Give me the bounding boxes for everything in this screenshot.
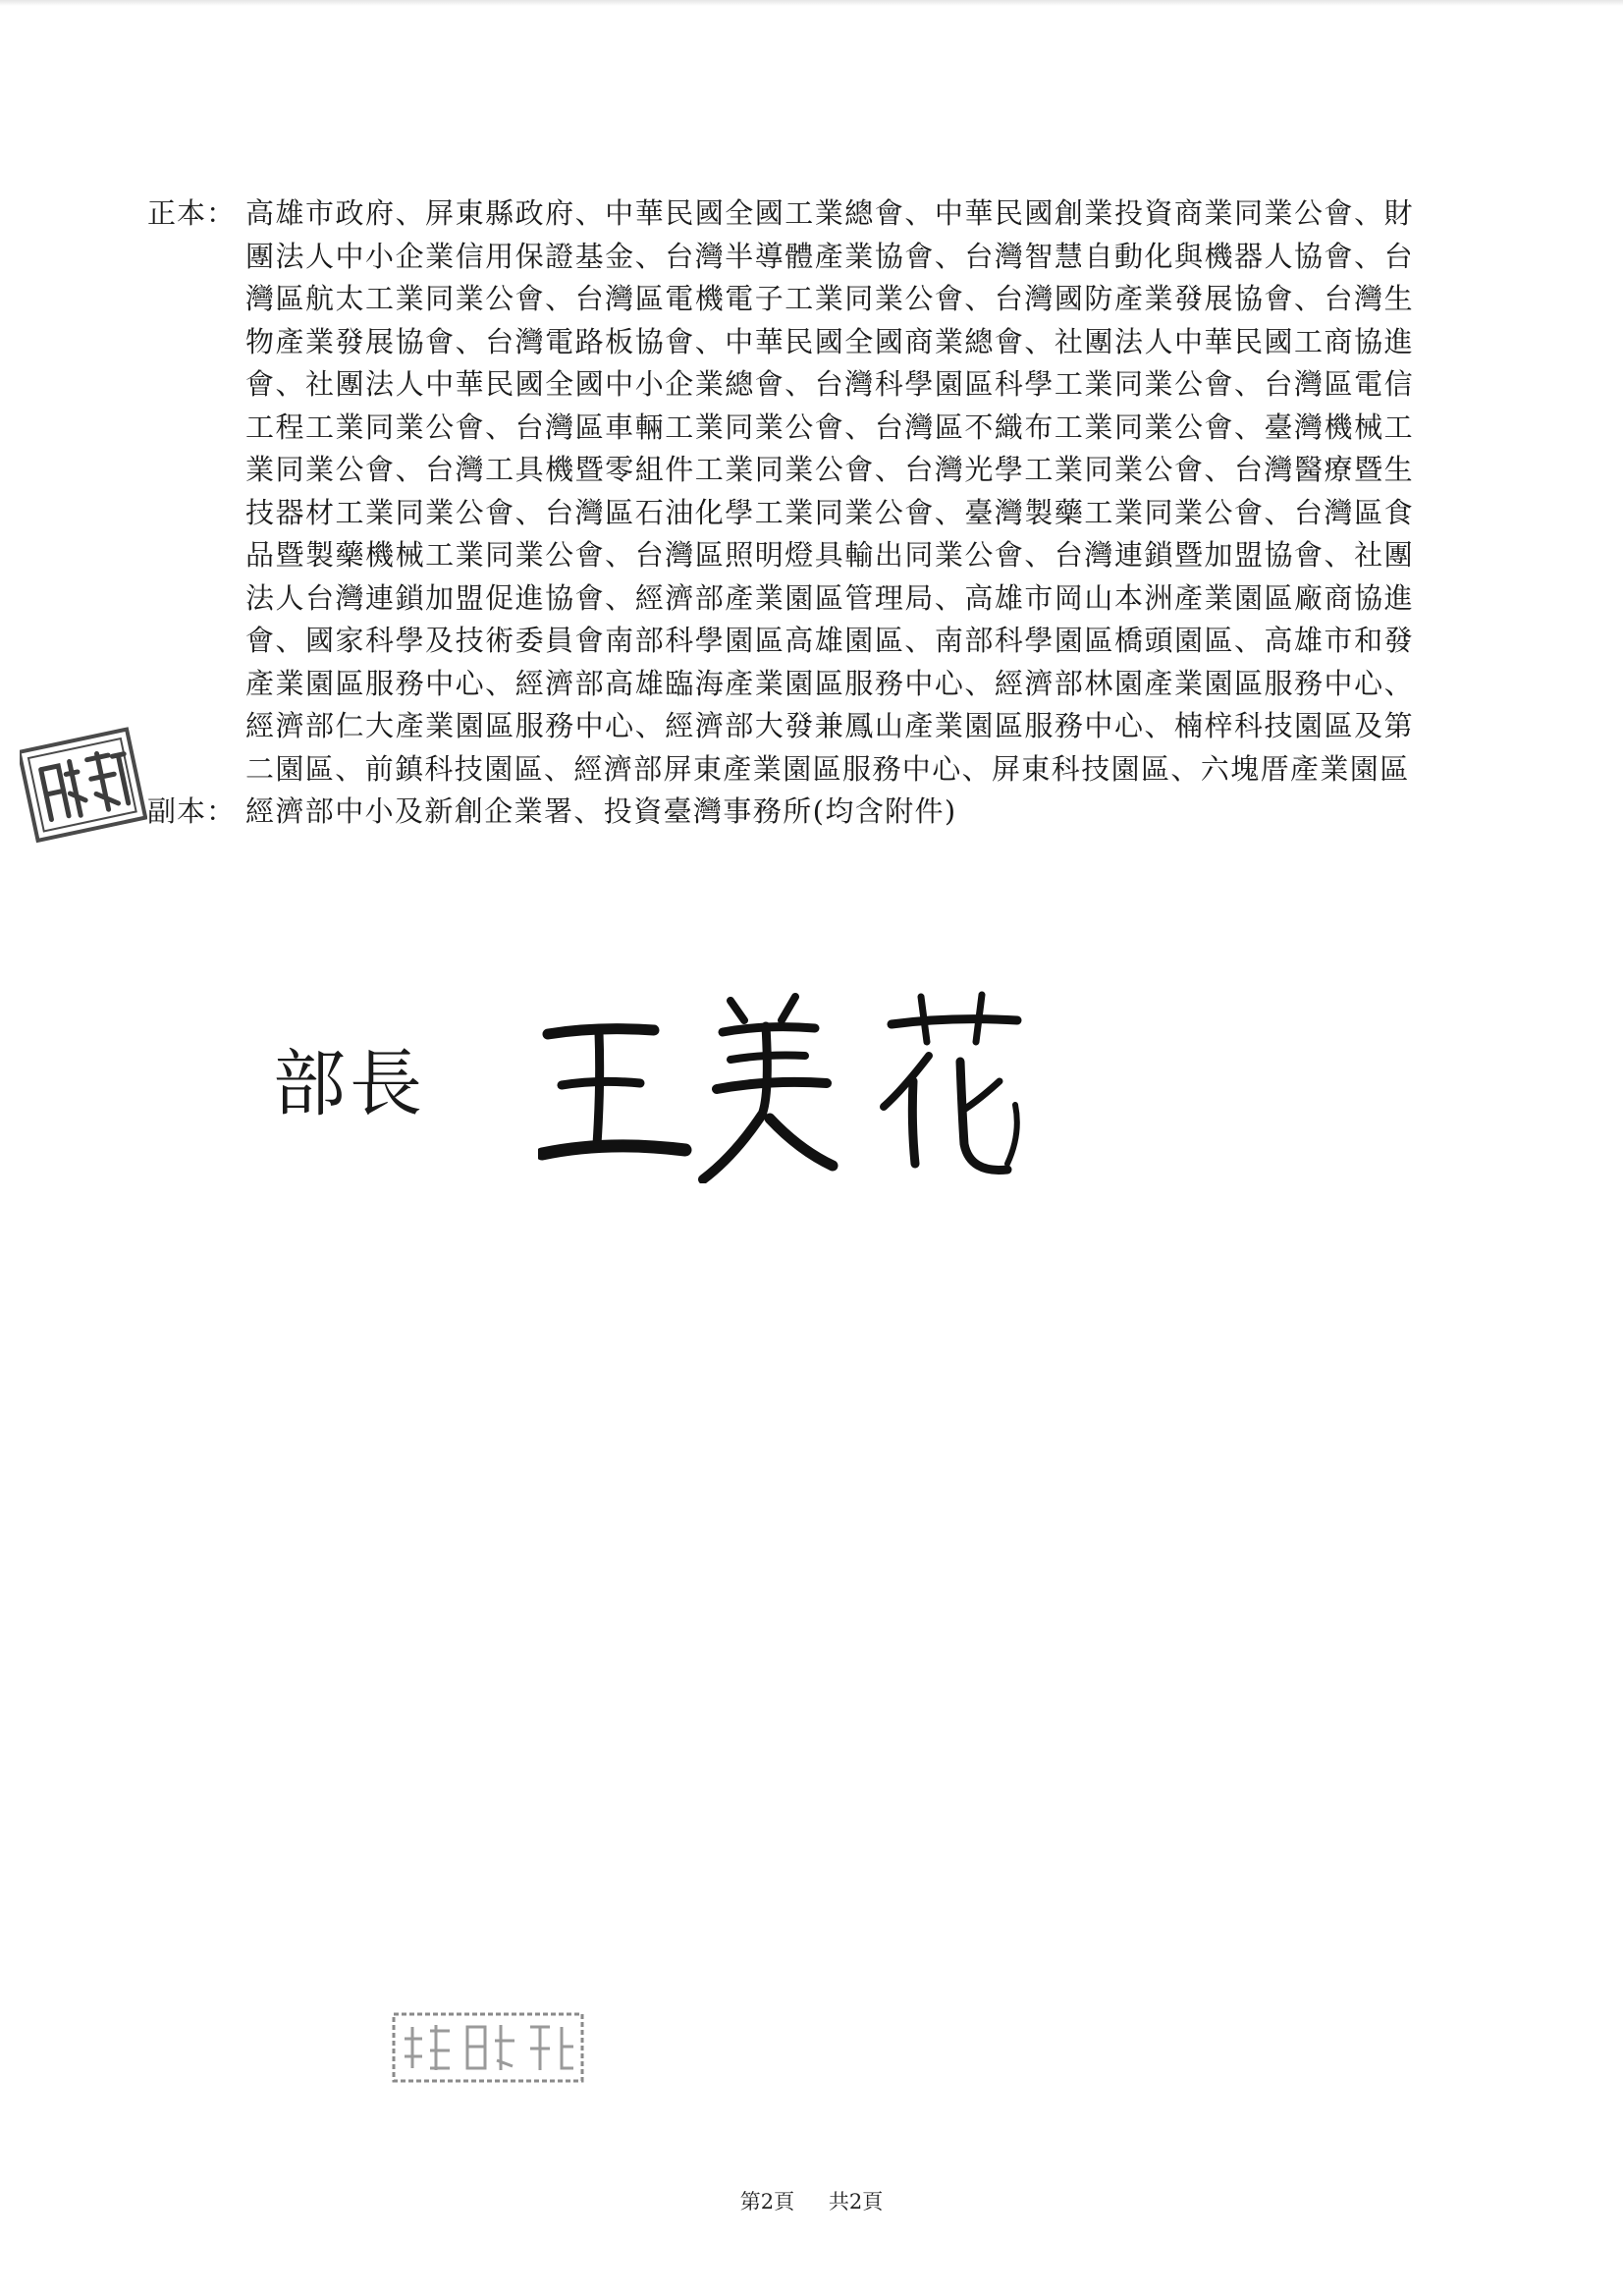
copy-recipients-text: 經濟部中小及新創企業署、投資臺灣事務所(均含附件)	[245, 794, 957, 828]
copy-recipients-row	[147, 791, 1414, 834]
copy-recipients-label: 副本：	[147, 794, 237, 828]
distribution-list	[147, 192, 1414, 834]
page-edge	[0, 0, 1623, 6]
seal-stamp-icon	[391, 2011, 585, 2084]
primary-recipients-label: 正本：	[147, 196, 237, 230]
primary-recipients-row	[147, 192, 1414, 791]
primary-recipients-text: 高雄市政府、屏東縣政府、中華民國全國工業總會、中華民國創業投資商業同業公會、財團法人中小企業信用保證基金、台灣半導體產業協會、台灣智慧自動化與機器人協會、台灣區航太工業同業公會、台灣區電機電子工業同業公會、台灣國防產業發展協會、台灣生物產業發展協會、台灣電路板協會、中華民國全國商業總會、社團法人中華民國工商協進會、社團法人中華民國全國中小企業總會、台灣科學園區科學工業同業公會、台灣區電信工程工業同業公會、台灣區車輛工業同業公會、台灣區不織布工業同業公會、臺灣機械工業同業公會、台灣工具機暨零組件工業同業公會、台灣光學工業同業公會、台灣醫療暨生技器材工業同業公會、台灣區石油化學工業同業公會、臺灣製藥工業同業公會、台灣區食品暨製藥機械工業同業公會、台灣區照明燈具輸出同業公會、台灣連鎖暨加盟協會、社團法人台灣連鎖加盟促進協會、經濟部產業園區管理局、高雄市岡山本洲產業園區廠商協進會、國家科學及技術委員會南部科學園區高雄園區、南部科學園區橋頭園區、高雄市和發產業園區服務中心、經濟部高雄臨海產業園區服務中心、經濟部林園產業園區服務中心、經濟部仁大產業園區服務中心、經濟部大發兼鳳山產業園區服務中心、楠梓科技園區及第二園區、前鎮科技園區、經濟部屏東產業園區服務中心、屏東科技園區、六塊厝產業園區	[245, 196, 1414, 786]
page-number	[0, 2186, 1623, 2215]
page-current: 第2頁	[739, 2190, 795, 2214]
handwritten-signature	[538, 987, 1127, 1183]
page-total: 共2頁	[828, 2190, 884, 2214]
minister-title: 部長	[273, 1042, 426, 1126]
seal-stamp-icon	[20, 722, 147, 849]
